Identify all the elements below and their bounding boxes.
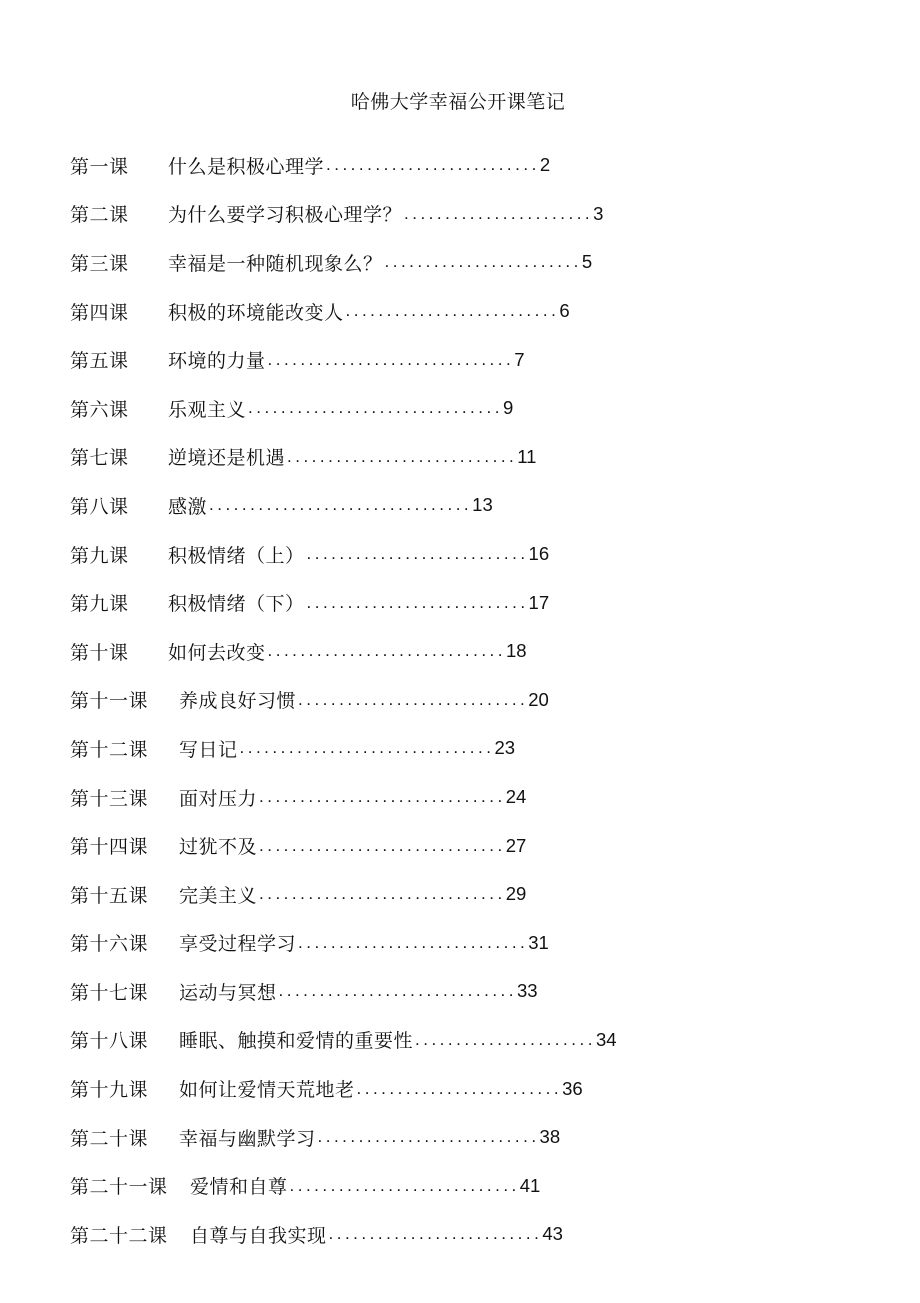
toc-page-number: 38 (539, 1126, 561, 1148)
toc-entry[interactable] (70, 676, 870, 725)
toc-lesson-title: 睡眠、触摸和爱情的重要性 (179, 1030, 414, 1053)
toc-page-number: 11 (517, 445, 537, 467)
toc-lesson-title: 逆境还是机遇 (168, 447, 286, 470)
toc-lesson-title: 如何去改变 (168, 641, 266, 664)
toc-lesson-number: 第六课 (70, 398, 129, 421)
toc-dot-leader: .............................. (259, 884, 506, 904)
toc-page-number: 31 (528, 931, 549, 953)
toc-lesson-title: 为什么要学习积极心理学？ (168, 204, 403, 227)
toc-lesson-number: 第十七课 (70, 981, 149, 1004)
toc-entry[interactable] (70, 481, 870, 530)
toc-dot-leader: .......................... (328, 1224, 543, 1244)
toc-dot-leader: ............................ (289, 1175, 520, 1195)
toc-dot-leader: ........................... (306, 592, 529, 612)
toc-lesson-number: 第十三课 (70, 787, 149, 810)
document-title: 哈佛大学幸福公开课笔记 (350, 91, 566, 113)
toc-lesson-title: 过犹不及 (179, 836, 258, 859)
toc-page-number: 17 (528, 591, 550, 613)
toc-lesson-number: 第九课 (70, 593, 129, 616)
toc-page-number: 24 (505, 786, 527, 808)
toc-lesson-title: 养成良好习惯 (179, 690, 297, 713)
toc-dot-leader: ........................... (317, 1127, 540, 1147)
toc-dot-leader: .............................. (259, 787, 506, 807)
toc-entry[interactable] (70, 433, 870, 482)
toc-lesson-number: 第五课 (70, 350, 129, 373)
table-of-contents (70, 141, 870, 1259)
toc-lesson-number: 第十二课 (70, 738, 149, 761)
toc-dot-leader: ................................ (209, 495, 473, 515)
toc-dot-leader: ........................... (306, 544, 529, 564)
toc-lesson-title: 环境的力量 (168, 350, 266, 373)
toc-page-number: 13 (472, 494, 493, 516)
toc-dot-leader: ............................... (248, 398, 503, 418)
toc-entry[interactable] (70, 190, 870, 239)
toc-page-number: 33 (517, 980, 538, 1002)
toc-lesson-title: 如何让爱情天荒地老 (179, 1079, 355, 1102)
toc-entry[interactable] (70, 821, 870, 870)
toc-lesson-title: 积极的环境能改变人 (168, 301, 344, 324)
toc-lesson-number: 第十九课 (70, 1079, 149, 1102)
toc-page-number: 36 (562, 1077, 583, 1099)
toc-lesson-number: 第四课 (70, 301, 129, 324)
toc-page-number: 9 (502, 397, 514, 419)
toc-lesson-number: 第十一课 (70, 690, 149, 713)
toc-lesson-number: 第二十一课 (70, 1176, 168, 1199)
toc-dot-leader: ...................... (415, 1029, 596, 1049)
toc-lesson-title: 运动与冥想 (179, 981, 277, 1004)
toc-dot-leader: ............................ (298, 689, 529, 709)
toc-lesson-number: 第十六课 (70, 933, 149, 956)
toc-entry[interactable] (70, 1016, 870, 1065)
toc-page-number: 23 (494, 737, 516, 759)
toc-page-number: 6 (559, 300, 570, 322)
toc-entry[interactable] (70, 1210, 870, 1259)
toc-dot-leader: .............................. (267, 349, 515, 369)
toc-page-number: 41 (519, 1174, 541, 1196)
toc-entry[interactable] (70, 627, 870, 676)
toc-lesson-number: 第十五课 (70, 884, 149, 907)
toc-entry[interactable] (70, 335, 870, 384)
toc-page-number: 2 (539, 154, 551, 176)
toc-dot-leader: ........................ (384, 252, 582, 272)
toc-page-number: 29 (505, 883, 527, 905)
toc-lesson-number: 第二十课 (70, 1127, 149, 1150)
toc-dot-leader: ............................. (278, 981, 517, 1001)
toc-lesson-title: 什么是积极心理学 (168, 155, 325, 178)
toc-dot-leader: ......................... (356, 1078, 563, 1098)
toc-lesson-title: 感激 (168, 495, 208, 518)
toc-lesson-number: 第二课 (70, 204, 129, 227)
toc-lesson-number: 第十四课 (70, 836, 149, 859)
toc-entry[interactable] (70, 287, 870, 336)
toc-lesson-title: 积极情绪（下） (168, 593, 305, 616)
toc-lesson-number: 第十八课 (70, 1030, 149, 1053)
toc-dot-leader: ............................... (239, 738, 495, 758)
toc-page-number: 34 (595, 1028, 617, 1050)
toc-lesson-number: 第八课 (70, 495, 129, 518)
toc-dot-leader: .............................. (259, 835, 506, 855)
toc-lesson-title: 爱情和自尊 (190, 1176, 288, 1199)
toc-lesson-number: 第二十二课 (70, 1224, 168, 1247)
toc-lesson-title: 面对压力 (179, 787, 258, 810)
toc-lesson-title: 完美主义 (179, 884, 258, 907)
toc-dot-leader: .......................... (326, 155, 540, 175)
toc-dot-leader: ............................. (267, 641, 506, 661)
toc-entry[interactable] (70, 724, 870, 773)
toc-dot-leader: ............................ (298, 932, 529, 952)
toc-entry[interactable] (70, 384, 870, 433)
toc-dot-leader: ............................ (287, 446, 518, 466)
toc-page-number: 20 (528, 688, 549, 710)
toc-lesson-title: 幸福与幽默学习 (179, 1127, 316, 1150)
toc-entry[interactable] (70, 773, 870, 822)
toc-entry[interactable] (70, 530, 870, 579)
toc-entry[interactable] (70, 967, 870, 1016)
toc-dot-leader: .......................... (345, 301, 560, 321)
toc-lesson-title: 乐观主义 (168, 398, 247, 421)
toc-lesson-title: 享受过程学习 (179, 933, 297, 956)
toc-lesson-title: 自尊与自我实现 (190, 1224, 327, 1247)
toc-page-number: 3 (593, 202, 604, 224)
toc-lesson-number: 第七课 (70, 447, 129, 470)
toc-entry[interactable] (70, 870, 870, 919)
toc-lesson-number: 第十课 (70, 641, 129, 664)
toc-page-number: 27 (505, 834, 527, 856)
toc-page-number: 7 (514, 348, 525, 370)
toc-entry[interactable] (70, 1064, 870, 1113)
toc-lesson-number: 第九课 (70, 544, 129, 567)
toc-page-number: 5 (581, 251, 593, 273)
toc-page-number: 16 (528, 543, 550, 565)
toc-lesson-title: 积极情绪（上） (168, 544, 305, 567)
toc-entry[interactable] (70, 1113, 870, 1162)
toc-lesson-title: 写日记 (179, 738, 238, 761)
toc-entry[interactable] (70, 578, 870, 627)
toc-entry[interactable] (70, 238, 870, 287)
toc-entry[interactable] (70, 141, 870, 190)
toc-page-number: 18 (506, 640, 527, 662)
toc-lesson-title: 幸福是一种随机现象么？ (168, 252, 383, 275)
toc-entry[interactable] (70, 1161, 870, 1210)
toc-lesson-number: 第三课 (70, 252, 129, 275)
toc-entry[interactable] (70, 919, 870, 968)
toc-dot-leader: ....................... (404, 203, 594, 223)
toc-page-number: 43 (542, 1223, 563, 1245)
toc-lesson-number: 第一课 (70, 155, 129, 178)
